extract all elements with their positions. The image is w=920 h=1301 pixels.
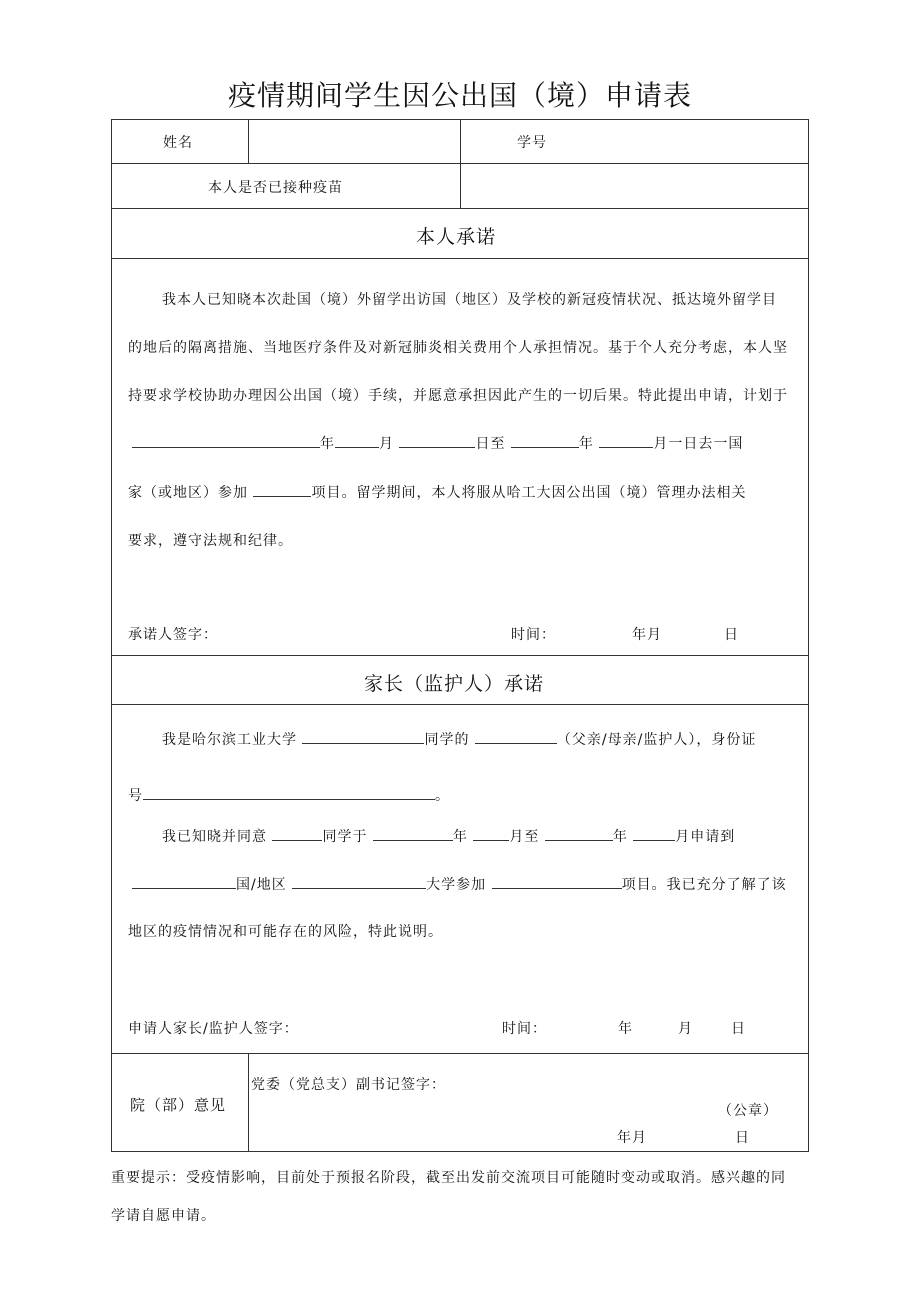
self-pledge-heading: 本人承诺 — [416, 226, 497, 248]
footer-note-line2: 学请自愿申请。 — [111, 1208, 216, 1224]
guardian-date-y: 年 — [618, 1021, 633, 1037]
to-month-blank[interactable] — [633, 826, 675, 841]
divider — [248, 1053, 249, 1152]
secretary-signature-label: 党委（党总支）副书记签字： — [251, 1077, 446, 1093]
start-day-blank[interactable] — [399, 433, 475, 448]
page-title: 疫情期间学生因公出国（境）申请表 — [227, 79, 692, 112]
name-field[interactable] — [250, 121, 458, 161]
country-blank[interactable] — [132, 874, 236, 889]
divider — [460, 119, 461, 208]
pledge-time-label: 时间： — [511, 627, 556, 643]
parent-pledge-line3: 我已知晓并同意 同学于 年 月至 年 月申请到 — [162, 826, 735, 846]
official-seal: （公章） — [718, 1103, 778, 1119]
divider — [111, 704, 809, 705]
guardian-date-m: 月 — [678, 1021, 693, 1037]
student-blank[interactable] — [272, 826, 322, 841]
parent-pledge-line1: 我是哈尔滨工业大学 同学的 （父亲/母亲/监护人），身份证 — [162, 729, 756, 749]
project-blank[interactable] — [492, 874, 622, 889]
from-year-blank[interactable] — [373, 826, 453, 841]
university-blank[interactable] — [292, 874, 426, 889]
footer-note-line1: 重要提示：受疫情影响，目前处于预报名阶段，截至出发前交流项目可能随时变动或取消。感兴趣的同 — [111, 1170, 786, 1186]
self-pledge-line5: 家（或地区）参加 项目。留学期间，本人将服从哈工大因公出国（境）管理办法相关 — [128, 482, 746, 502]
start-year-blank[interactable] — [132, 433, 320, 448]
end-month-blank[interactable] — [599, 433, 653, 448]
self-pledge-line2: 的地后的隔离措施、当地医疗条件及对新冠肺炎相关费用个人承担情况。基于个人充分考虑，本人坚 — [128, 340, 788, 356]
parent-pledge-line5: 地区的疫情情况和可能存在的风险，特此说明。 — [128, 924, 443, 940]
self-pledge-line4: 年 月 日至 年 月一日去一国 — [132, 433, 743, 453]
divider — [248, 119, 249, 163]
parent-pledge-line4: 国/地区 大学参加 项目。我已充分了解了该 — [132, 874, 787, 894]
self-pledge-line6: 要求，遵守法规和纪律。 — [128, 533, 293, 549]
program-blank[interactable] — [253, 482, 311, 497]
pledge-date-ym: 年月 — [632, 627, 662, 643]
guardian-signature-label: 申请人家长/监护人签字： — [128, 1021, 299, 1037]
divider — [111, 208, 809, 209]
guardian-date-d: 日 — [731, 1021, 746, 1037]
guardian-time-label: 时间： — [502, 1021, 547, 1037]
pledge-date-d: 日 — [724, 627, 739, 643]
parent-pledge-line2: 号 。 — [128, 785, 450, 805]
divider — [111, 258, 809, 259]
relation-blank[interactable] — [475, 729, 557, 744]
parent-pledge-heading: 家长（监护人）承诺 — [364, 673, 545, 695]
end-year-blank[interactable] — [511, 433, 579, 448]
start-month-blank[interactable] — [335, 433, 379, 448]
name-label: 姓名 — [163, 135, 193, 151]
student-name-blank[interactable] — [302, 729, 424, 744]
self-pledge-line3: 持要求学校协助办理因公出国（境）手续，并愿意承担因此产生的一切后果。特此提出申请，计划于 — [128, 388, 788, 404]
to-year-blank[interactable] — [545, 826, 613, 841]
pledger-signature-label: 承诺人签字： — [128, 627, 218, 643]
vaccine-field[interactable] — [462, 165, 806, 206]
department-opinion-label: 院（部）意见 — [130, 1096, 227, 1114]
from-month-blank[interactable] — [473, 826, 509, 841]
self-pledge-line1: 我本人已知晓本次赴国（境）外留学出访国（地区）及学校的新冠疫情状况、抵达境外留学目 — [162, 292, 777, 308]
divider — [111, 1053, 809, 1054]
id-number-blank[interactable] — [143, 785, 435, 800]
dept-date-ym: 年月 — [617, 1130, 647, 1146]
student-id-field[interactable] — [555, 121, 805, 161]
student-id-label: 学号 — [517, 135, 547, 151]
dept-date-d: 日 — [735, 1130, 750, 1146]
divider — [111, 655, 809, 656]
vaccine-label: 本人是否已接种疫苗 — [208, 180, 343, 196]
